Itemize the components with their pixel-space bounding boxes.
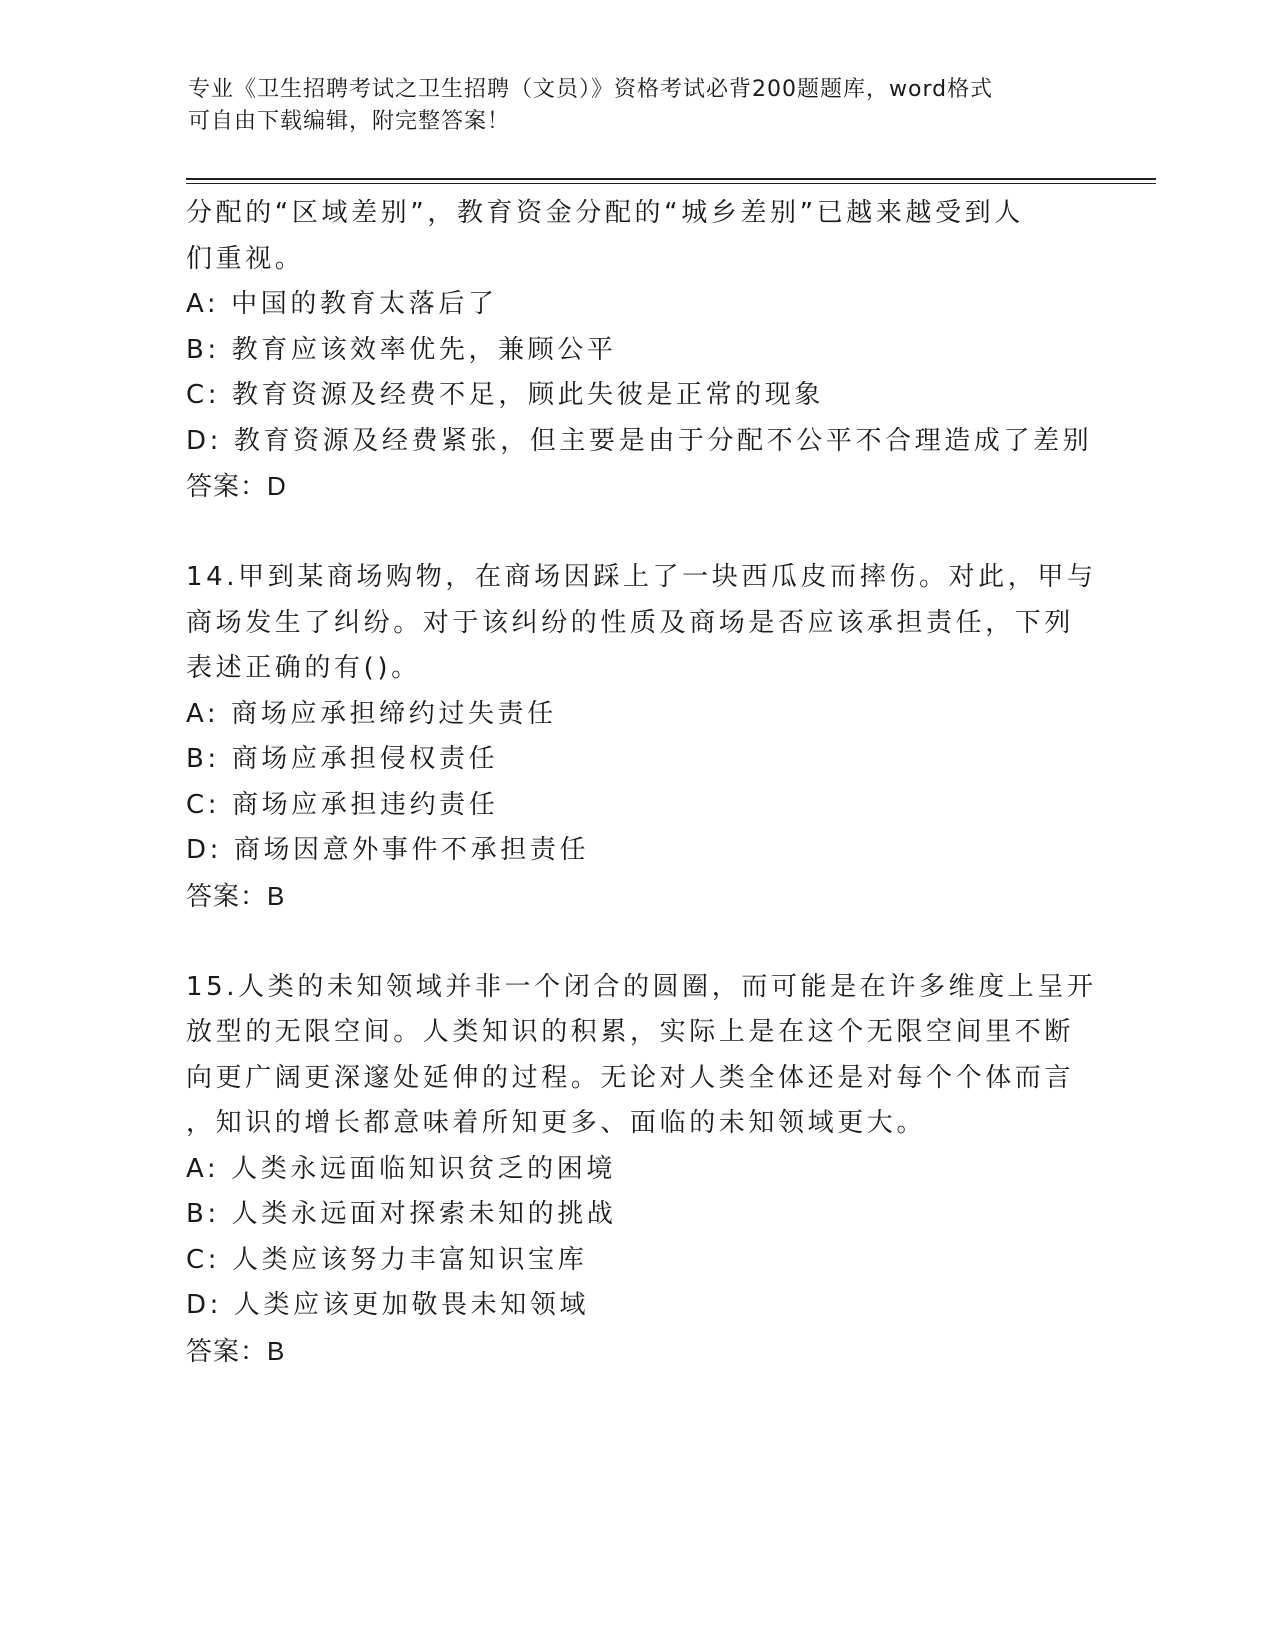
answer-label: 答案：B	[186, 880, 286, 911]
option-d: D: 教育资源及经费紧张，但主要是由于分配不公平不合理造成了差别	[186, 425, 1093, 456]
question-text-line: 向更广阔更深邃处延伸的过程。无论对人类全体还是对每个个体而言	[186, 1062, 1075, 1093]
document-body	[186, 191, 1097, 1374]
header-divider-thin	[186, 183, 1156, 184]
question-14	[186, 555, 1097, 919]
header-line-1: 专业《卫生招聘考试之卫生招聘（文员）》资格考试必背200题题库，word格式	[188, 77, 994, 102]
document-header	[188, 74, 1068, 138]
question-text-line: 表述正确的有()。	[186, 653, 421, 683]
header-divider-thick	[186, 178, 1156, 180]
option-b: B: 商场应承担侵权责任	[186, 744, 499, 774]
question-15	[186, 965, 1097, 1375]
spacer	[186, 510, 1086, 556]
answer-label: 答案：D	[186, 471, 287, 501]
answer-label: 答案：B	[186, 1335, 286, 1366]
option-c: C: 教育资源及经费不足，顾此失彼是正常的现象	[186, 380, 824, 410]
header-line-2: 可自由下载编辑，附完整答案！	[188, 109, 511, 134]
question-text-line: 们重视。	[186, 243, 305, 274]
option-d: D: 人类应该更加敬畏未知领域	[186, 1290, 590, 1320]
question-13-continuation	[186, 191, 1093, 510]
option-a: A: 中国的教育太落后了	[186, 289, 498, 319]
question-text-line: 分配的“区域差别”，教育资金分配的“城乡差别”已越来越受到人	[186, 198, 1024, 228]
option-a: A: 人类永远面临知识贫乏的困境	[186, 1153, 616, 1184]
option-c: C: 人类应该努力丰富知识宝库	[186, 1244, 588, 1275]
option-d: D: 商场因意外事件不承担责任	[186, 835, 590, 865]
question-text-line: 14.甲到某商场购物，在商场因踩上了一块西瓜皮而摔伤。对此，甲与	[186, 562, 1097, 592]
question-text-line: 商场发生了纠纷。对于该纠纷的性质及商场是否应该承担责任，下列	[186, 607, 1075, 638]
option-b: B: 人类永远面对探索未知的挑战	[186, 1199, 617, 1229]
question-text-line: ，知识的增长都意味着所知更多、面临的未知领域更大。	[186, 1108, 927, 1138]
option-b: B: 教育应该效率优先，兼顾公平	[186, 334, 617, 365]
option-a: A: 商场应承担缔约过失责任	[186, 698, 557, 729]
question-text-line: 15.人类的未知领域并非一个闭合的圆圈，而可能是在许多维度上呈开	[186, 971, 1097, 1002]
spacer	[186, 919, 1086, 965]
option-c: C: 商场应承担违约责任	[186, 789, 499, 820]
question-text-line: 放型的无限空间。人类知识的积累，实际上是在这个无限空间里不断	[186, 1017, 1075, 1047]
